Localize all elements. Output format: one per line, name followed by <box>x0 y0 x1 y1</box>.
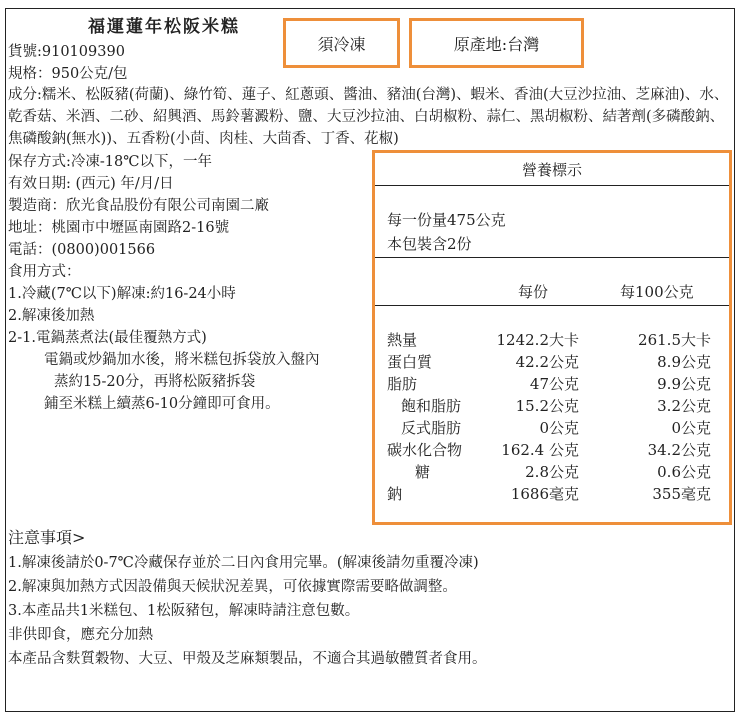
nutrient-row <box>375 395 729 417</box>
nutrient-name: 鈉 <box>387 485 403 503</box>
nutrient-row <box>375 351 729 373</box>
ingredients: 成分:糯米、松阪豬(荷蘭)、綠竹筍、蓮子、紅蔥頭、醬油、豬油(台灣)、蝦米、香油(大豆沙拉油、芝麻油)、水、乾香菇、米酒、二砂、紹興酒、馬鈴薯澱粉、鹽、大豆沙拉油、白胡椒粉、蒜仁、黑胡椒粉、結著劑(多磷酸鈉、焦磷酸鈉(無水))、五香粉(小茴、肉桂、大茴香、丁香、花椒) <box>8 87 729 147</box>
nutrition-divider <box>375 185 729 186</box>
usage-step-2: 2.解凍後加熱 <box>8 308 95 324</box>
usage-step-2-1: 2-1.電鍋蒸煮法(最佳覆熱方式) <box>8 330 207 346</box>
nutrient-row <box>375 417 729 439</box>
nutrient-name: 熱量 <box>387 331 418 349</box>
frozen-badge <box>283 18 400 68</box>
manufacturer: 製造商：欣光食品股份有限公司南園二廠 <box>8 198 269 214</box>
nutrient-per-serving: 2.8公克 <box>525 463 579 481</box>
usage-title: 食用方式： <box>8 264 81 280</box>
nutrient-per-serving: 47公克 <box>529 375 579 393</box>
nutrient-row <box>375 461 729 483</box>
nutrient-per-serving: 42.2公克 <box>515 353 579 371</box>
nutrient-row <box>375 329 729 351</box>
nutrient-per-100g: 0.6公克 <box>657 463 711 481</box>
nutrient-per-100g: 3.2公克 <box>657 397 711 415</box>
nutrient-name: 糖 <box>415 463 431 481</box>
nutrient-name: 反式脂肪 <box>401 419 462 437</box>
nutrient-per-serving: 15.2公克 <box>515 397 579 415</box>
note-item: 2.解凍與加熱方式因設備與天候狀況差異，可依據實際需要略做調整。 <box>8 579 457 595</box>
origin-badge <box>409 18 584 68</box>
nutrition-divider <box>375 257 729 258</box>
nutrient-row <box>375 373 729 395</box>
nutrient-per-100g: 34.2公克 <box>647 441 711 459</box>
storage: 保存方式:冷凍-18℃以下，一年 <box>8 154 212 170</box>
product-title: 福運蓮年松阪米糕 <box>88 17 240 37</box>
usage-step-2-1-line-a: 電鍋或炒鍋加水後，將米糕包拆袋放入盤內 <box>44 352 320 368</box>
servings-per-package: 本包裝含2份 <box>387 235 472 253</box>
note-item: 1.解凍後請於0-7℃冷藏保存並於二日內食用完畢。(解凍後請勿重覆冷凍) <box>8 555 479 571</box>
expiry-date: 有效日期: (西元) 年/月/日 <box>8 176 174 192</box>
nutrient-per-serving: 162.4 公克 <box>501 441 579 459</box>
note-item: 本產品含麩質穀物、大豆、甲殼及芝麻類製品，不適合其過敏體質者食用。 <box>8 651 487 667</box>
nutrient-per-100g: 355毫克 <box>652 485 711 503</box>
col-per-serving: 每份 <box>518 283 549 301</box>
spec: 規格：950公克/包 <box>8 66 128 82</box>
col-per-100g: 每100公克 <box>620 283 694 301</box>
nutrition-header: 營養標示 <box>521 161 582 179</box>
nutrient-per-serving: 1242.2大卡 <box>496 331 579 349</box>
nutrient-per-100g: 261.5大卡 <box>638 331 711 349</box>
nutrient-per-serving: 0公克 <box>539 419 579 437</box>
nutrient-per-100g: 9.9公克 <box>657 375 711 393</box>
phone: 電話：(0800)001566 <box>8 242 156 258</box>
nutrient-per-100g: 8.9公克 <box>657 353 711 371</box>
usage-step-2-1-line-c: 鋪至米糕上續蒸6-10分鐘即可食用。 <box>44 396 280 412</box>
usage-step-2-1-line-b: 蒸約15-20分，再將松阪豬拆袋 <box>54 374 256 390</box>
notes-title: 注意事項> <box>8 528 86 547</box>
nutrient-per-100g: 0公克 <box>671 419 711 437</box>
usage-step-1: 1.冷藏(7℃以下)解凍:約16-24小時 <box>8 286 236 302</box>
nutrition-divider <box>375 305 729 306</box>
origin-badge-text: 原產地:台灣 <box>453 34 540 54</box>
frozen-badge-text: 須冷凍 <box>317 34 366 54</box>
note-item: 3.本產品共1米糕包、1松阪豬包，解凍時請注意包數。 <box>8 603 360 619</box>
nutrient-row <box>375 439 729 461</box>
note-item: 非供即食，應充分加熱 <box>8 627 153 643</box>
address: 地址：桃園市中壢區南園路2-16號 <box>8 220 230 236</box>
nutrient-per-serving: 1686毫克 <box>510 485 579 503</box>
nutrient-row <box>375 483 729 505</box>
nutrient-name: 蛋白質 <box>387 353 433 371</box>
item-number: 貨號:910109390 <box>8 44 125 60</box>
nutrient-name: 脂肪 <box>387 375 418 393</box>
serving-size: 每一份量475公克 <box>387 211 506 229</box>
nutrient-name: 碳水化合物 <box>387 441 463 459</box>
nutrition-panel <box>372 150 732 525</box>
nutrient-name: 飽和脂肪 <box>401 397 462 415</box>
